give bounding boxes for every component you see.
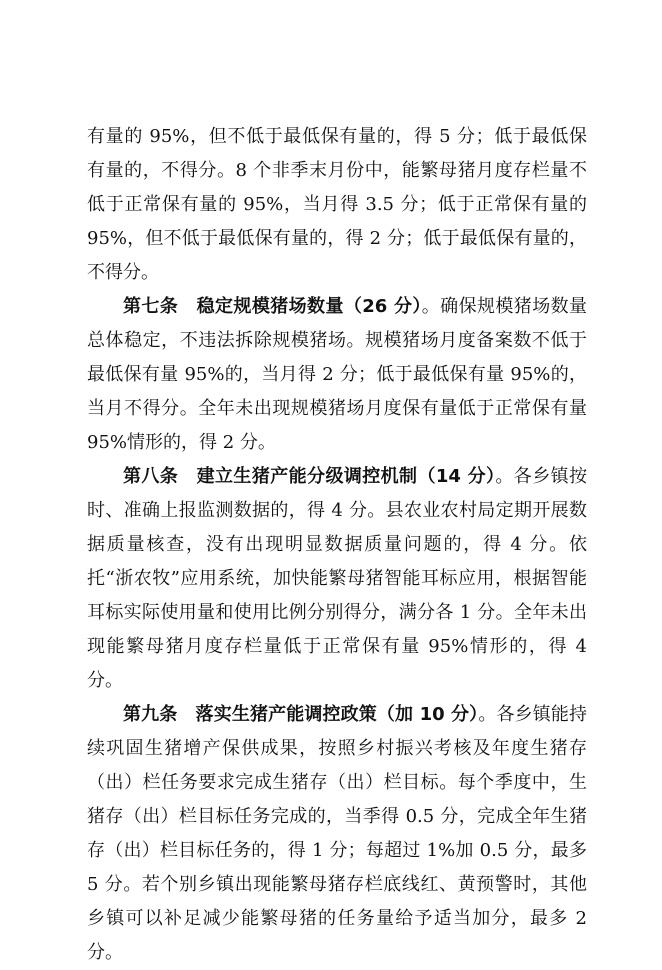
article-7-title: 稳定规模猪场数量（26 分） (196, 296, 422, 317)
article-8-title: 建立生猪产能分级调控机制（14 分） (196, 466, 496, 487)
paragraph-continuation (87, 120, 587, 290)
article-7-number: 第七条 (123, 296, 179, 317)
article-9-paragraph (87, 698, 587, 970)
article-8-body: 。各乡镇按时、准确上报监测数据的，得 4 分。县农业农村局定期开展数据质量核查，没有出现明显数据质量问题的，得 4 分。依托“浙农牧”应用系统，加快能繁母猪智能耳标应用，根据智能耳标实际使用量和使用比例分别得分，满分各 1 分。全年未出现能繁母猪月度存栏量低于正常保有量 95%情形的，得 4 分。 (87, 466, 588, 691)
article-9-body: 。各乡镇能持续巩固生猪增产保供成果，按照乡村振兴考核及年度生猪存（出）栏任务要求完成生猪存（出）栏目标。每个季度中，生猪存（出）栏目标任务完成的，当季得 0.5 分，完成全年生猪存（出）栏目标任务的，得 1 分；每超过 1%加 0.5 分，最多 5 分。若个别乡镇出现能繁母猪存栏底线红、黄预警时，其他乡镇可以补足减少能繁母猪的任务量给予适当加分，最多 2 分。 (87, 704, 588, 963)
article-9-title: 落实生猪产能调控政策（加 10 分） (195, 704, 479, 725)
article-7-paragraph (87, 290, 587, 460)
document-page (87, 120, 587, 970)
article-8-number: 第八条 (123, 466, 179, 487)
article-7-body: 。确保规模猪场数量总体稳定，不违法拆除规模猪场。规模猪场月度备案数不低于最低保有量 95%的，当月得 2 分；低于最低保有量 95%的，当月不得分。全年未出现规模猪场月度保有量低于正常保有量 95%情形的，得 2 分。 (87, 296, 588, 453)
paragraph-body: 有量的 95%，但不低于最低保有量的，得 5 分；低于最低保有量的，不得分。8 个非季末月份中，能繁母猪月度存栏量不低于正常保有量的 95%，当月得 3.5 分；低于正常保有量的 95%，但不低于最低保有量的，得 2 分；低于最低保有量的，不得分。 (87, 126, 587, 283)
article-8-paragraph (87, 460, 587, 698)
article-9-number: 第九条 (123, 704, 178, 725)
